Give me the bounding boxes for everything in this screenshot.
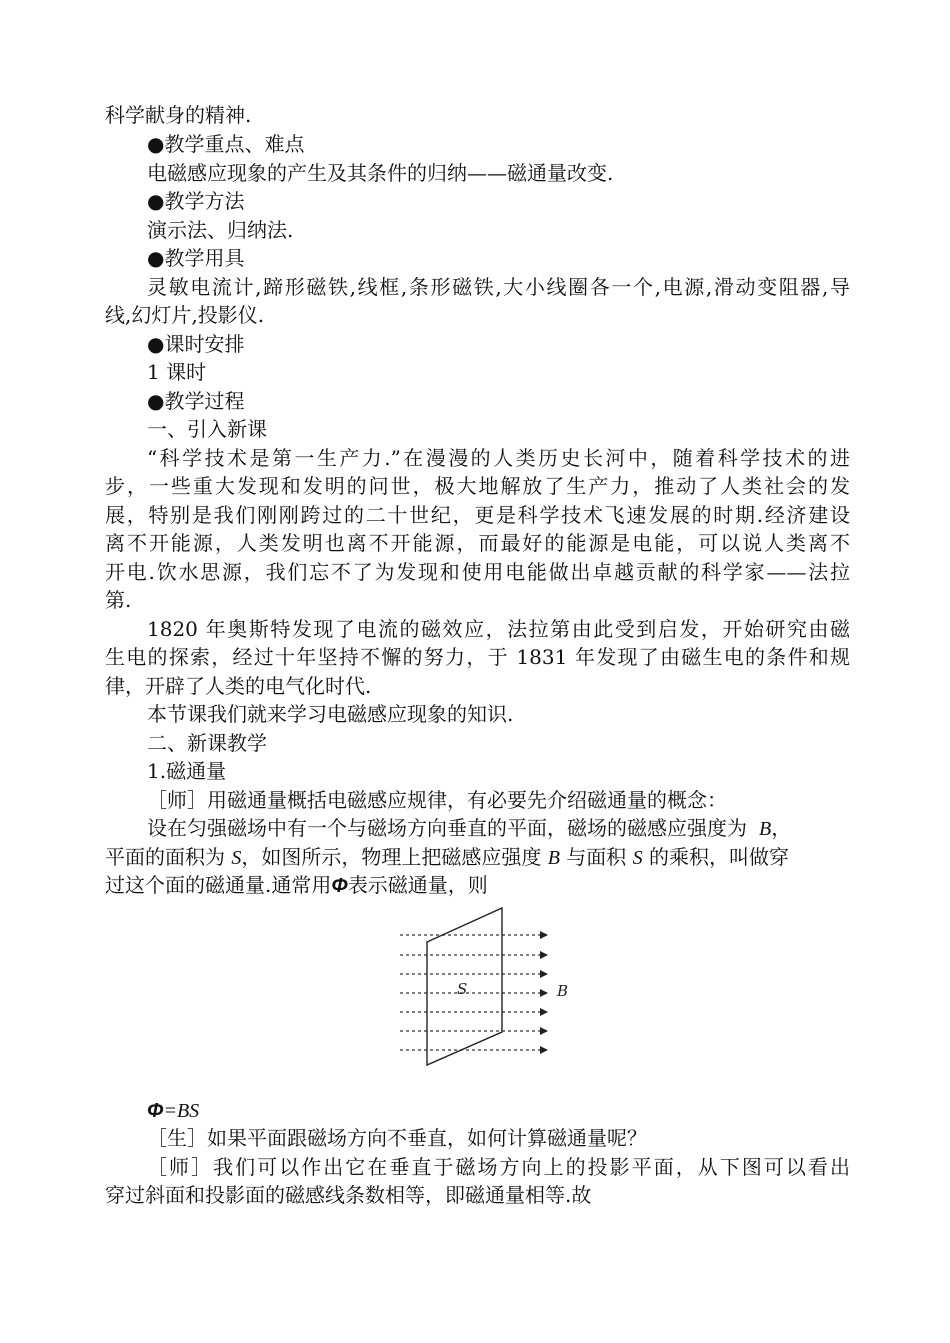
text-line: 1820 年奥斯特发现了电流的磁效应，法拉第由此受到启发，开始研究由磁: [147, 617, 850, 641]
symbol-s: S: [632, 847, 643, 869]
symbol-b: B: [547, 847, 560, 869]
text-line: 本节课我们就来学习电磁感应现象的知识.: [147, 702, 514, 726]
text-line: 灵敏电流计,蹄形磁铁,线框,条形磁铁,大小线圈各一个,电源,滑动变阻器,导: [147, 275, 850, 299]
section-heading-tools: ●教学用具: [147, 246, 245, 270]
text-line: ［师］我们可以作出它在垂直于磁场方向上的投影平面，从下图可以看出: [147, 1155, 850, 1179]
subheading-intro: 一、引入新课: [147, 417, 267, 441]
text-line: 电磁感应现象的产生及其条件的归纳——磁通量改变.: [147, 161, 614, 185]
section-heading-schedule: ●课时安排: [147, 332, 245, 356]
text-run: 过这个面的磁通量.通常用: [105, 873, 332, 897]
symbol-b: B: [759, 818, 772, 840]
text-line: 穿过斜面和投影面的磁感线条数相等，即磁通量相等.故: [105, 1183, 592, 1207]
text-line: “科学技术是第一生产力.”在漫漫的人类历史长河中，随着科学技术的进: [147, 446, 850, 470]
text-line: 演示法、归纳法.: [147, 218, 294, 242]
section-heading-method: ●教学方法: [147, 189, 245, 213]
subheading-magnetic-flux: 1.磁通量: [147, 759, 227, 783]
magnetic-flux-figure: [395, 902, 569, 1072]
text-line: ［生］如果平面跟磁场方向不垂直，如何计算磁通量呢？: [147, 1126, 647, 1150]
symbol-phi: Φ: [147, 1100, 164, 1122]
field-lines: [400, 935, 547, 1050]
text-run: 与面积: [566, 845, 627, 869]
text-run: 表示磁通量，则: [347, 873, 488, 897]
symbol-phi: Φ: [331, 875, 348, 897]
text-line: 展，特别是我们刚刚跨过的二十世纪，更是科学技术飞速发展的时期.经济建设: [105, 503, 850, 527]
plane-label: S: [457, 980, 468, 998]
text-run: ，: [771, 816, 792, 840]
text-line: [147, 814, 850, 844]
text-run: ，如图所示，物理上把磁感应强度: [241, 845, 542, 869]
formula-rest: =BS: [163, 1100, 200, 1122]
section-heading-process: ●教学过程: [147, 389, 245, 413]
symbol-s: S: [231, 847, 242, 869]
text-line: 第.: [105, 588, 132, 612]
field-label: B: [557, 982, 569, 1000]
text-run: 的乘积，叫做穿: [649, 845, 790, 869]
text-line: [105, 843, 850, 873]
text-line: 生电的探索，经过十年坚持不懈的努力，于 1831 年发现了由磁生电的条件和规: [105, 645, 850, 669]
subheading-new-lesson: 二、新课教学: [147, 731, 267, 755]
text-line: 科学献身的精神.: [105, 103, 252, 127]
text-line: 离不开能源，人类发明也离不开能源，而最好的能源是电能，可以说人类离不: [105, 531, 850, 555]
text-line: 1 课时: [147, 360, 207, 384]
text-line: ［师］用磁通量概括电磁感应规律，有必要先介绍磁通量的概念：: [147, 788, 727, 812]
text-run: 设在匀强磁场中有一个与磁场方向垂直的平面，磁场的磁感应强度为: [147, 816, 747, 840]
text-line: 线,幻灯片,投影仪.: [105, 303, 265, 327]
text-line: [105, 871, 850, 901]
text-line: 步，一些重大发现和发明的问世，极大地解放了生产力，推动了人类社会的发: [105, 474, 850, 498]
flux-formula: [147, 1096, 199, 1126]
text-run: 平面的面积为: [105, 845, 225, 869]
text-line: 开电.饮水思源，我们忘不了为发现和使用电能做出卓越贡献的科学家——法拉: [105, 560, 850, 584]
text-line: 律，开辟了人类的电气化时代.: [105, 674, 372, 698]
section-heading-key-points: ●教学重点、难点: [147, 132, 305, 156]
